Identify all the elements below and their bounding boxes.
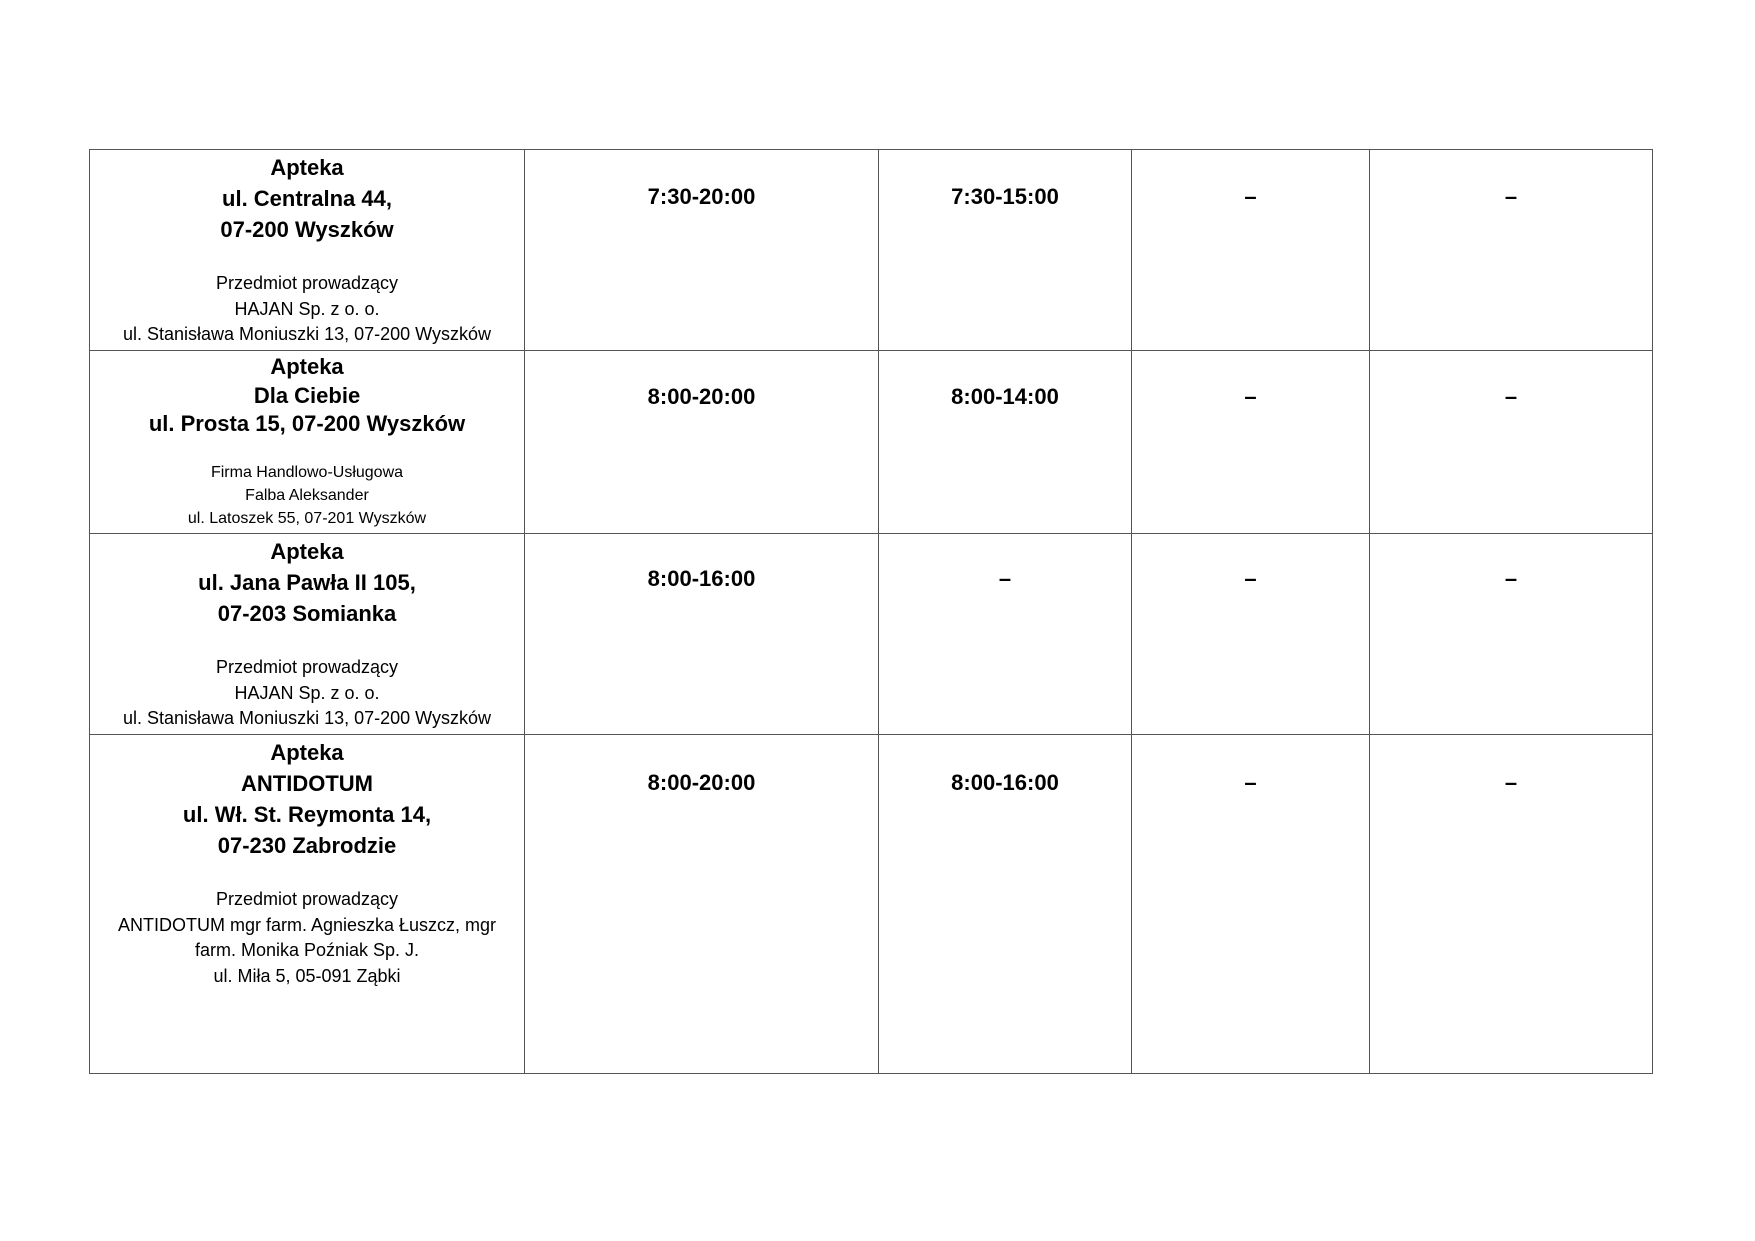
pharmacy-cell [90, 351, 525, 534]
hours-value: 8:00-20:00 [647, 384, 756, 409]
hours-cell [1132, 150, 1370, 351]
pharmacy-cell [90, 150, 525, 351]
pharmacy-name-line: ul. Centralna 44, [222, 186, 392, 211]
pharmacy-name-line: ANTIDOTUM [241, 771, 373, 796]
hours-value: 8:00-16:00 [951, 770, 1059, 795]
operator-line: ul. Stanisława Moniuszki 13, 07-200 Wyszków [123, 324, 491, 344]
pharmacy-name-line: ul. Jana Pawła II 105, [198, 570, 416, 595]
pharmacy-name-line: Apteka [270, 740, 344, 765]
pharmacy-operator [90, 461, 524, 530]
pharmacy-name-line: Dla Ciebie [253, 382, 361, 408]
pharmacy-name-line: Apteka [270, 539, 344, 564]
hours-value: 7:30-15:00 [951, 184, 1059, 209]
operator-line: Firma Handlowo-Usługowa [210, 463, 404, 481]
table-row [90, 351, 1653, 534]
pharmacy-hours-table [89, 149, 1653, 1074]
hours-cell [879, 735, 1132, 1074]
hours-cell [525, 351, 879, 534]
operator-line: Przedmiot prowadzący [215, 889, 399, 909]
hours-value: 8:00-20:00 [647, 770, 756, 795]
hours-value: – [1244, 770, 1257, 795]
operator-line: ul. Latoszek 55, 07-201 Wyszków [187, 509, 427, 527]
operator-line: ul. Stanisława Moniuszki 13, 07-200 Wyszków [123, 708, 491, 728]
pharmacy-name-line: ul. Prosta 15, 07-200 Wyszków [148, 411, 466, 436]
hours-cell [1132, 534, 1370, 735]
pharmacy-name-line: Apteka [270, 354, 344, 379]
hours-cell [525, 735, 879, 1074]
pharmacy-name-line: 07-203 Somianka [217, 601, 397, 626]
hours-cell [879, 351, 1132, 534]
pharmacy-operator [90, 887, 524, 989]
hours-value: 7:30-20:00 [647, 184, 756, 209]
hours-value: – [1504, 566, 1518, 591]
hours-value: 8:00-16:00 [647, 566, 756, 591]
operator-line: Przedmiot prowadzący [215, 657, 399, 677]
hours-value: – [1504, 770, 1518, 795]
hours-cell [1370, 351, 1653, 534]
hours-value: – [998, 566, 1012, 591]
pharmacy-cell [90, 735, 525, 1074]
hours-cell [1370, 534, 1653, 735]
hours-value: – [1504, 384, 1518, 409]
pharmacy-cell [90, 534, 525, 735]
operator-line: HAJAN Sp. z o. o. [234, 298, 380, 319]
hours-value: – [1504, 184, 1518, 209]
hours-cell [525, 150, 879, 351]
operator-line: Przedmiot prowadzący [215, 273, 399, 293]
hours-value: – [1244, 384, 1257, 409]
hours-cell [1132, 351, 1370, 534]
pharmacy-name [90, 150, 524, 245]
pharmacy-name [90, 351, 524, 439]
pharmacy-operator [90, 271, 524, 348]
pharmacy-name-line: 07-230 Zabrodzie [217, 833, 397, 858]
pharmacy-name-line: ul. Wł. St. Reymonta 14, [182, 802, 432, 827]
table-row [90, 534, 1653, 735]
hours-cell [1370, 150, 1653, 351]
pharmacy-name [90, 534, 524, 629]
hours-value: 8:00-14:00 [951, 384, 1059, 409]
table-row [90, 150, 1653, 351]
operator-line: HAJAN Sp. z o. o. [234, 682, 380, 703]
operator-line: ANTIDOTUM mgr farm. Agnieszka Łuszcz, mgr [117, 914, 497, 935]
operator-line: farm. Monika Poźniak Sp. J. [194, 940, 420, 960]
hours-value: – [1244, 184, 1257, 209]
hours-cell [879, 534, 1132, 735]
pharmacy-name-line: Apteka [270, 155, 344, 180]
operator-line: ul. Miła 5, 05-091 Ząbki [213, 965, 401, 986]
hours-value: – [1244, 566, 1257, 591]
pharmacy-operator [90, 655, 524, 732]
hours-cell [525, 534, 879, 735]
pharmacy-name [90, 735, 524, 861]
hours-cell [1132, 735, 1370, 1074]
pharmacy-name-line: 07-200 Wyszków [220, 217, 394, 242]
hours-cell [1370, 735, 1653, 1074]
hours-cell [879, 150, 1132, 351]
table-row [90, 735, 1653, 1074]
operator-line: Falba Aleksander [245, 486, 369, 504]
